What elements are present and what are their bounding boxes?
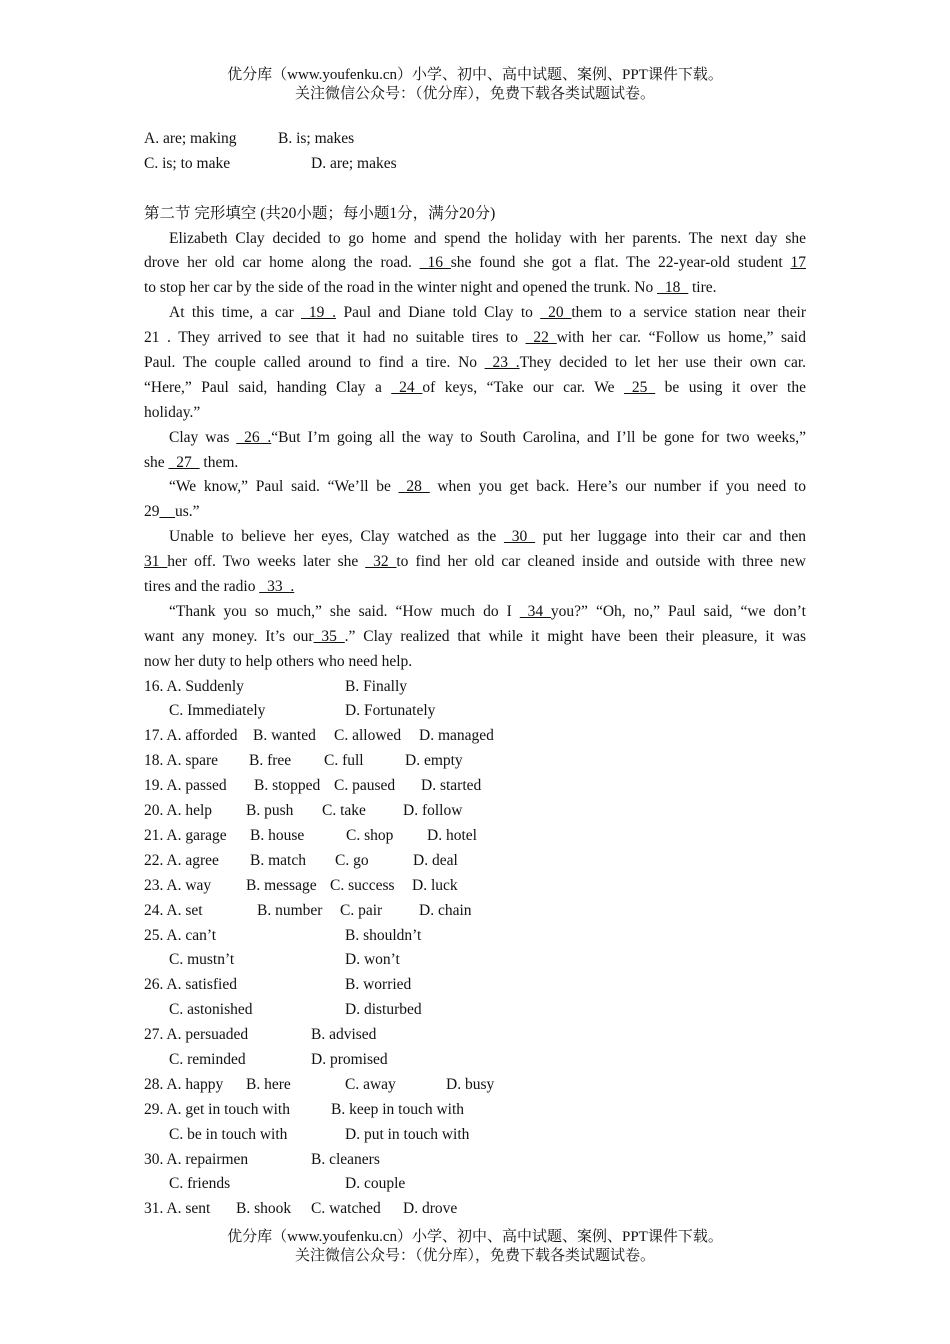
option-b: B. Finally: [345, 677, 408, 695]
passage-line: drove her old car home along the road. _16_she found she got a flat. The 22-year-old student 17: [144, 254, 806, 272]
page-footer: [0, 1228, 950, 1266]
option-d: D. empty: [405, 752, 463, 770]
header-line-2: 关注微信公众号：（优分库），免费下载各类试题试卷。: [294, 86, 655, 102]
blank-22: _22_: [525, 329, 557, 347]
option-d: D. busy: [446, 1075, 495, 1093]
option-a: 30. A. repairmen: [144, 1150, 249, 1168]
blank-29: __: [159, 503, 175, 521]
option-c: C. astonished: [169, 1001, 253, 1019]
passage-line: Paul. The couple called around to find a tire. No _23_.They decided to let her use their own car.: [144, 354, 806, 372]
question-31: [144, 1197, 806, 1222]
blank-25: _25_: [624, 378, 656, 396]
option-d: D. won’t: [345, 951, 400, 969]
option-a: 26. A. satisfied: [144, 976, 237, 994]
option-c: C. Immediately: [169, 702, 266, 720]
option-d: D. chain: [419, 901, 472, 919]
prev-option-a: A. are; making: [144, 130, 237, 147]
blank-23: _23_.: [484, 354, 520, 372]
option-b: B. message: [246, 876, 317, 894]
passage-line: “We know,” Paul said. “We’ll be _28_ when you get back. Here’s our number if you need to: [169, 478, 806, 496]
blank-17: 17: [790, 254, 806, 272]
option-b: B. shouldn’t: [345, 926, 422, 944]
option-a: 18. A. spare: [144, 752, 219, 770]
option-c: C. away: [345, 1075, 396, 1093]
footer-line-1: 优分库（www.youfenku.cn）小学、初中、高中试题、案例、PPT课件下载。: [227, 1229, 723, 1245]
question-18: [144, 749, 806, 774]
option-c: C. mustn’t: [169, 951, 235, 969]
question-29-cont: [144, 1123, 806, 1148]
question-22: [144, 849, 806, 874]
option-a: 27. A. persuaded: [144, 1026, 249, 1044]
page-header: [0, 66, 950, 104]
question-30: [144, 1148, 806, 1173]
question-25: [144, 924, 806, 949]
passage-line: 31_her off. Two weeks later she _32_to find her old car cleaned inside and outside with three new: [144, 553, 806, 571]
option-d: D. disturbed: [345, 1001, 422, 1019]
option-c: C. take: [322, 802, 366, 820]
question-list: [144, 675, 806, 1223]
option-b: B. advised: [311, 1026, 377, 1044]
question-16: [144, 675, 806, 700]
option-c: C. reminded: [169, 1050, 246, 1068]
option-d: D. couple: [345, 1175, 406, 1193]
question-19: [144, 774, 806, 799]
option-c: C. go: [335, 851, 369, 869]
section-title: 第二节 完形填空 (共20小题；每小题1分，满分20分): [144, 204, 496, 222]
passage-line: holiday.”: [144, 403, 201, 421]
option-c: C. paused: [334, 777, 396, 795]
passage-line: 29__us.”: [144, 503, 200, 521]
option-a: 22. A. agree: [144, 851, 219, 869]
option-d: D. promised: [311, 1050, 388, 1068]
option-d: D. managed: [419, 727, 494, 745]
option-d: D. hotel: [427, 826, 477, 844]
option-c: C. be in touch with: [169, 1125, 288, 1143]
option-c: C. shop: [346, 826, 394, 844]
option-b: B. here: [246, 1075, 291, 1093]
option-c: C. success: [330, 876, 395, 894]
document-body: [144, 127, 806, 1222]
option-b: B. keep in touch with: [331, 1100, 465, 1118]
question-24: [144, 899, 806, 924]
option-c: C. full: [324, 752, 364, 770]
question-27: [144, 1023, 806, 1048]
passage-line: she _27_ them.: [144, 453, 239, 471]
blank-18: _18_: [657, 279, 689, 297]
passage-line: want any money. It’s our_35_.” Clay realized that while it might have been their pleasure, it was: [144, 627, 806, 645]
option-a: 19. A. passed: [144, 777, 227, 795]
question-23: [144, 874, 806, 899]
option-a: 17. A. afforded: [144, 727, 238, 745]
option-d: D. follow: [403, 802, 463, 820]
prev-options-row-2: [144, 152, 806, 177]
option-a: 20. A. help: [144, 802, 213, 820]
option-c: C. friends: [169, 1175, 231, 1193]
option-a: 23. A. way: [144, 876, 212, 894]
prev-option-b: B. is; makes: [278, 130, 355, 147]
blank-34: _34_: [519, 602, 551, 620]
passage-line: Elizabeth Clay decided to go home and spend the holiday with her parents. The next day she: [169, 229, 806, 247]
question-21: [144, 824, 806, 849]
question-29: [144, 1098, 806, 1123]
passage-line: Clay was _26_.“But I’m going all the way to South Carolina, and I’ll be gone for two weeks,”: [169, 428, 806, 446]
prev-option-c: C. is; to make: [144, 154, 231, 172]
passage-line: At this time, a car _19_. Paul and Diane told Clay to _20_them to a service station near their: [169, 304, 806, 322]
header-line-1: 优分库（www.youfenku.cn）小学、初中、高中试题、案例、PPT课件下载。: [227, 67, 723, 83]
option-d: D. luck: [412, 876, 458, 894]
passage-line: “Thank you so much,” she said. “How much do I _34_you?” “Oh, no,” Paul said, “we don’t: [169, 602, 806, 620]
passage-line: to stop her car by the side of the road in the winter night and opened the trunk. No _18_ tire.: [144, 279, 717, 297]
option-c: C. pair: [340, 901, 383, 919]
question-16-cont: [144, 699, 806, 724]
blank-30: _30_: [504, 528, 536, 546]
option-d: D. Fortunately: [345, 702, 436, 720]
blank-27: _27_: [168, 453, 200, 471]
option-c: C. allowed: [334, 727, 402, 745]
option-d: D. deal: [413, 851, 458, 869]
prev-options-row-1: [144, 127, 806, 152]
option-c: C. watched: [311, 1200, 381, 1218]
passage-line: 21 . They arrived to see that it had no suitable tires to _22_with her car. “Follow us home,” said: [144, 329, 806, 347]
blank-32: _32_: [365, 553, 397, 571]
passage-line: now her duty to help others who need help.: [144, 652, 413, 670]
blank-20: _20_: [540, 304, 572, 322]
option-b: B. wanted: [253, 727, 316, 745]
option-b: B. number: [257, 901, 323, 919]
option-d: D. drove: [403, 1200, 458, 1218]
option-a: 31. A. sent: [144, 1200, 211, 1218]
option-b: B. match: [250, 851, 306, 869]
question-26: [144, 973, 806, 998]
option-b: B. worried: [345, 976, 412, 994]
footer-line-2: 关注微信公众号：（优分库），免费下载各类试题试卷。: [294, 1248, 655, 1264]
passage-line: “Here,” Paul said, handing Clay a _24_of keys, “Take our car. We _25_ be using it over the: [144, 378, 806, 396]
blank-19: _19_.: [301, 304, 337, 322]
passage-line: tires and the radio _33_.: [144, 578, 295, 596]
option-b: B. house: [250, 826, 305, 844]
option-b: B. shook: [236, 1200, 292, 1218]
option-a: 25. A. can’t: [144, 926, 217, 944]
option-d: D. started: [421, 777, 482, 795]
option-a: 28. A. happy: [144, 1075, 224, 1093]
blank-28: _28_: [398, 478, 430, 496]
option-b: B. stopped: [254, 777, 321, 795]
blank-16: _16_: [419, 254, 451, 272]
passage-line: Unable to believe her eyes, Clay watched as the _30_ put her luggage into their car and then: [169, 528, 806, 546]
prev-option-d: D. are; makes: [311, 154, 397, 172]
blank-24: _24_: [391, 378, 423, 396]
question-27-cont: [144, 1048, 806, 1073]
blank-31: 31_: [144, 553, 168, 571]
question-26-cont: [144, 998, 806, 1023]
option-a: 16. A. Suddenly: [144, 677, 244, 695]
option-d: D. put in touch with: [345, 1125, 470, 1143]
question-30-cont: [144, 1172, 806, 1197]
option-b: B. push: [246, 802, 294, 820]
blank-35: _35_: [313, 627, 345, 645]
option-b: B. free: [249, 752, 292, 770]
blank-26: _26_.: [236, 428, 272, 446]
option-a: 24. A. set: [144, 901, 203, 919]
cloze-passage: [144, 227, 806, 675]
question-25-cont: [144, 948, 806, 973]
option-b: B. cleaners: [311, 1150, 380, 1168]
question-28: [144, 1073, 806, 1098]
blank-33: _33_.: [259, 578, 295, 596]
question-20: [144, 799, 806, 824]
option-a: 29. A. get in touch with: [144, 1100, 290, 1118]
option-a: 21. A. garage: [144, 826, 227, 844]
question-17: [144, 724, 806, 749]
